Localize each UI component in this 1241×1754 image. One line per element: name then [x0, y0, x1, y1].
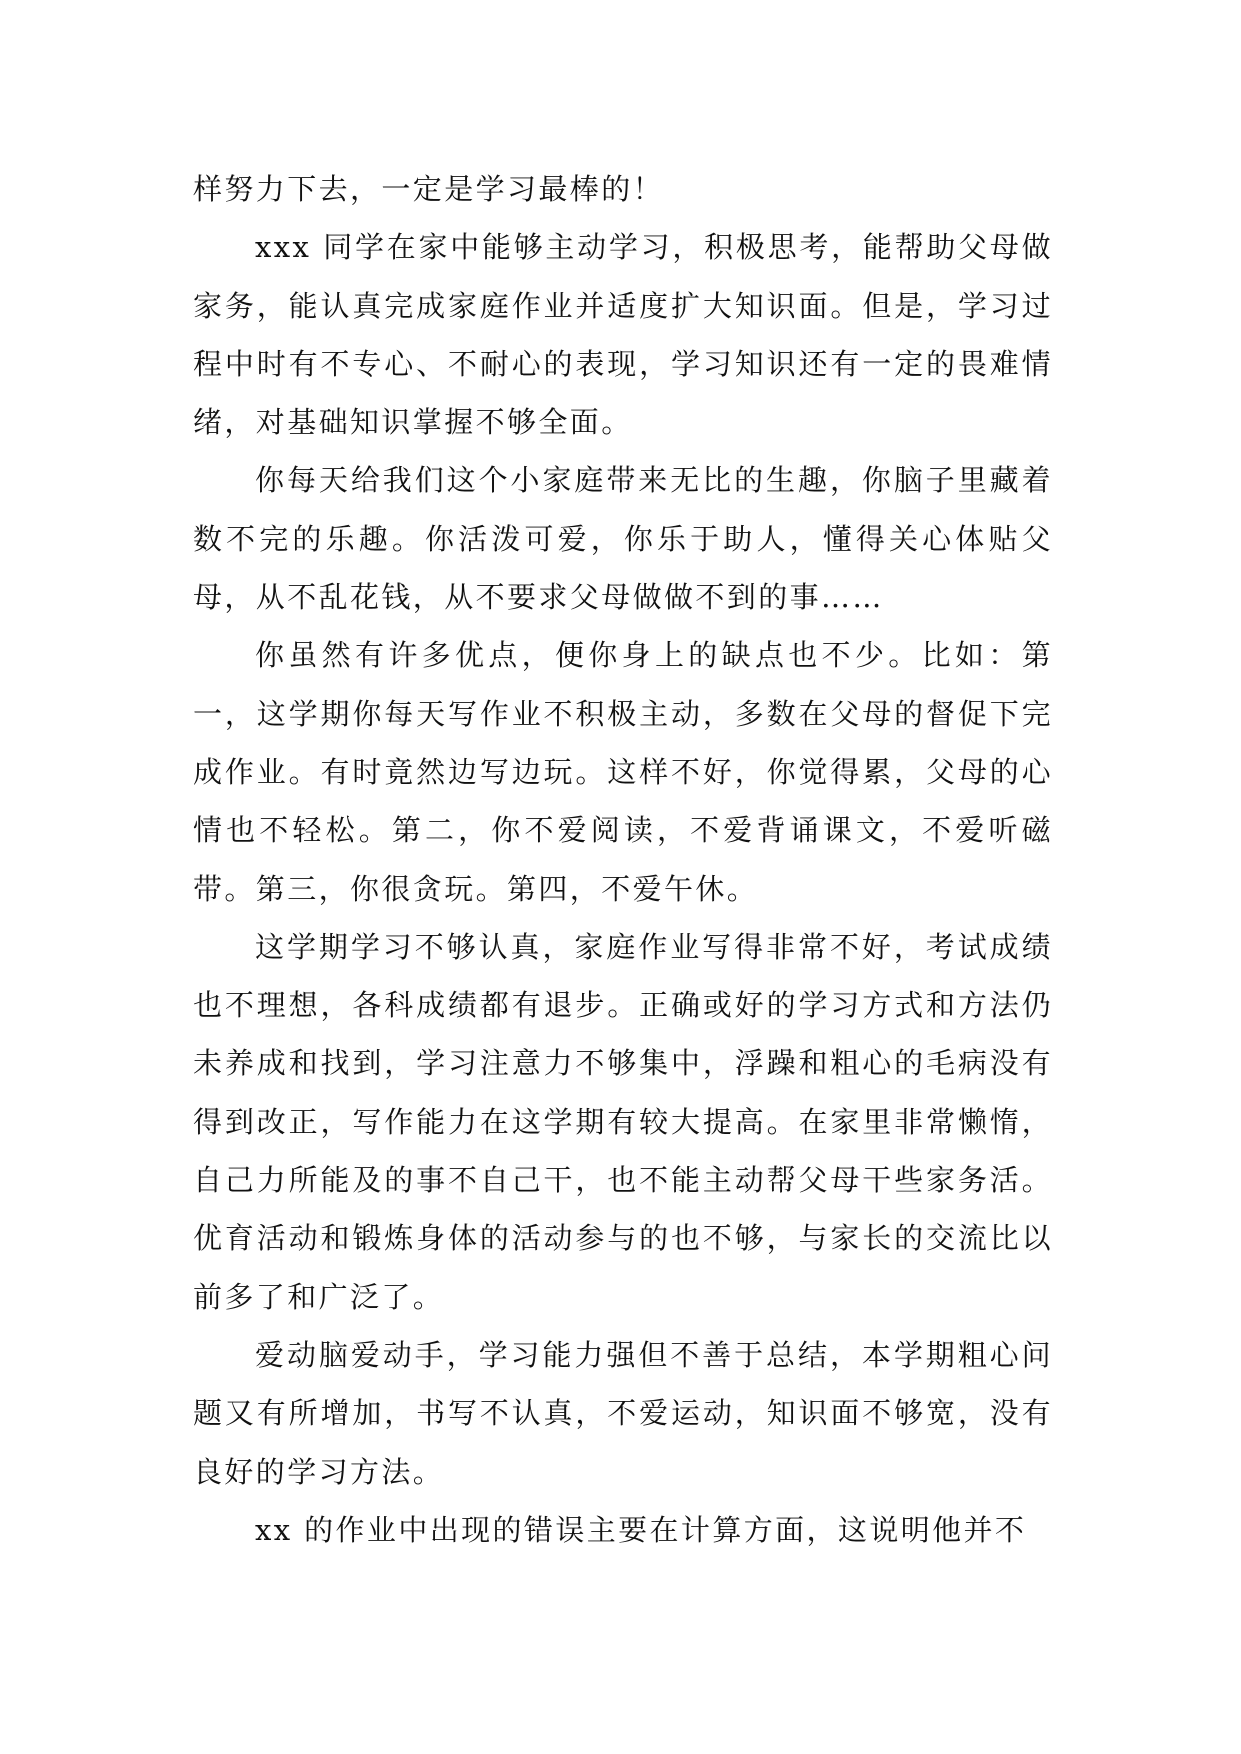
paragraph-study-at-home: xxx 同学在家中能够主动学习，积极思考，能帮助父母做家务，能认真完成家庭作业并适度扩大知识面。但是，学习过程中时有不专心、不耐心的表现，学习知识还有一定的畏难情绪，对基础知识掌握不够全面。: [193, 230, 1053, 440]
paragraph-shortcomings: 你虽然有许多优点，便你身上的缺点也不少。比如：第一，这学期你每天写作业不积极主动，多数在父母的督促下完成作业。有时竟然边写边玩。这样不好，你觉得累，父母的心情也不轻松。第二，你不爱阅读，不爱背诵课文，不爱听磁带。第三，你很贪玩。第四，不爱午休。: [193, 638, 1053, 906]
paragraph-hands-on: 爱动脑爱动手，学习能力强但不善于总结，本学期粗心问题又有所增加，书写不认真，不爱运动，知识面不够宽，没有良好的学习方法。: [193, 1337, 1053, 1489]
document-body: [193, 160, 1053, 1559]
paragraph-continued: 样努力下去，一定是学习最棒的！: [193, 172, 665, 206]
paragraph-family-joy: 你每天给我们这个小家庭带来无比的生趣，你脑子里藏着数不完的乐趣。你活泼可爱，你乐于助人，懂得关心体贴父母，从不乱花钱，从不要求父母做做不到的事……: [193, 463, 1053, 615]
paragraph-semester-review: 这学期学习不够认真，家庭作业写得非常不好，考试成绩也不理想，各科成绩都有退步。正确或好的学习方式和方法仍未养成和找到，学习注意力不够集中，浮躁和粗心的毛病没有得到改正，写作能力在这学期有较大提高。在家里非常懒惰，自己力所能及的事不自己干，也不能主动帮父母干些家务活。优育活动和锻炼身体的活动参与的也不够，与家长的交流比以前多了和广泛了。: [193, 929, 1053, 1314]
paragraph-homework-errors: xx 的作业中出现的错误主要在计算方面，这说明他并不: [255, 1512, 1027, 1547]
